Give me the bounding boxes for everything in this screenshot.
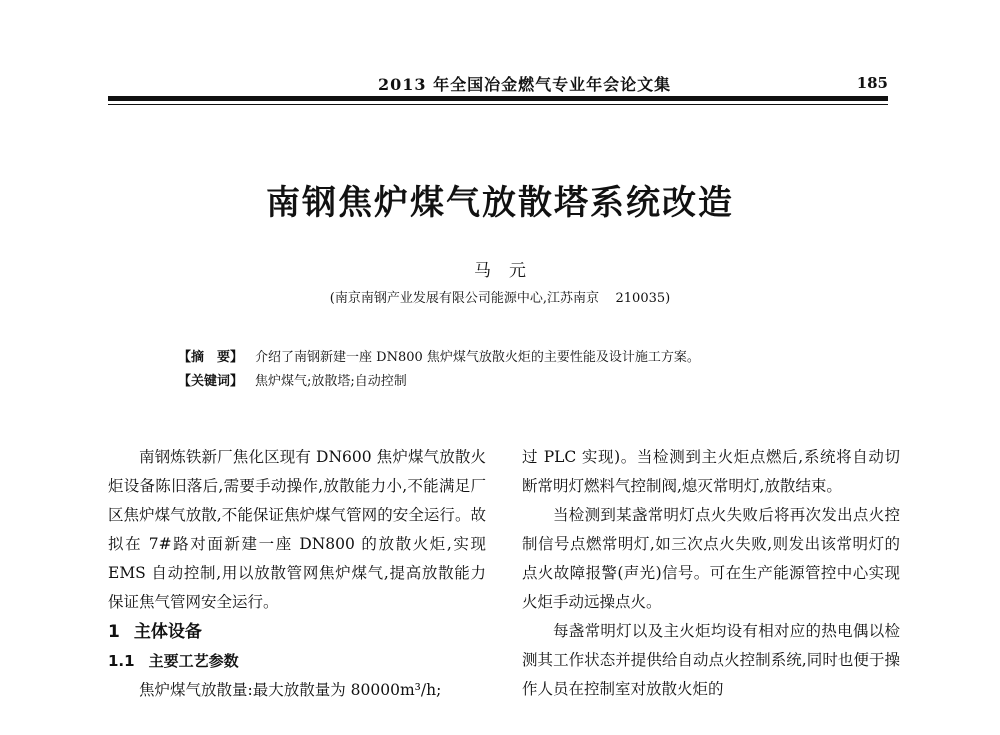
author: 马元 — [474, 261, 544, 281]
subsection-title: 主要工艺参数 — [148, 652, 239, 670]
keywords-text: 焦炉煤气;放散塔;自动控制 — [255, 374, 407, 389]
section-title: 主体设备 — [133, 622, 202, 642]
subsection-number: 1.1 — [108, 652, 135, 670]
left-column — [108, 443, 486, 705]
keywords-label: 【关键词】 — [178, 374, 244, 389]
body-paragraph: 焦炉煤气放散量:最大放散量为 80000m³/h; — [139, 681, 442, 699]
header-rule-thin — [108, 104, 888, 105]
page-number: 185 — [856, 74, 888, 92]
paper-title: 南钢焦炉煤气放散塔系统改造 — [266, 183, 734, 223]
body-paragraph: 当检测到某盏常明灯点火失败后将再次发出点火控制信号点燃常明灯,如三次点火失败,则发出该常明灯的点火故障报警(声光)信号。可在生产能源管控中心实现火炬手动远操点火。 — [522, 506, 900, 611]
section-number: 1 — [108, 622, 120, 642]
body-paragraph: 过 PLC 实现)。当检测到主火炬点燃后,系统将自动切断常明灯燃料气控制阀,熄灭常明灯,放散结束。 — [522, 448, 900, 495]
abstract-label: 【摘 要】 — [178, 350, 244, 365]
header-rule-thick — [108, 96, 888, 101]
keywords — [178, 370, 407, 389]
body-paragraph: 每盏常明灯以及主火炬均设有相对应的热电偶以检测其工作状态并提供给自动点火控制系统,同时也便于操作人员在控制室对放散火炬的 — [522, 622, 900, 698]
body-paragraph: 南钢炼铁新厂焦化区现有 DN600 焦炉煤气放散火炬设备陈旧落后,需要手动操作,放散能力小,不能满足厂区焦炉煤气放散,不能保证焦炉煤气管网的安全运行。故拟在 7#路对面新建一座 DN800 的放散火炬,实现 EMS 自动控制,用以放散管网焦炉煤气,提高放散能力保证焦气管网安全运行。 — [108, 448, 486, 611]
section-heading — [108, 617, 486, 647]
abstract — [178, 346, 700, 365]
subsection-heading — [108, 647, 486, 676]
running-head — [108, 72, 888, 96]
abstract-text: 介绍了南钢新建一座 DN800 焦炉煤气放散火炬的主要性能及设计施工方案。 — [255, 350, 700, 365]
affiliation: (南京南钢产业发展有限公司能源中心,江苏南京 210035) — [329, 291, 671, 306]
right-column — [522, 443, 900, 704]
running-title: 2013 年全国冶金燃气专业年会论文集 — [378, 75, 672, 94]
